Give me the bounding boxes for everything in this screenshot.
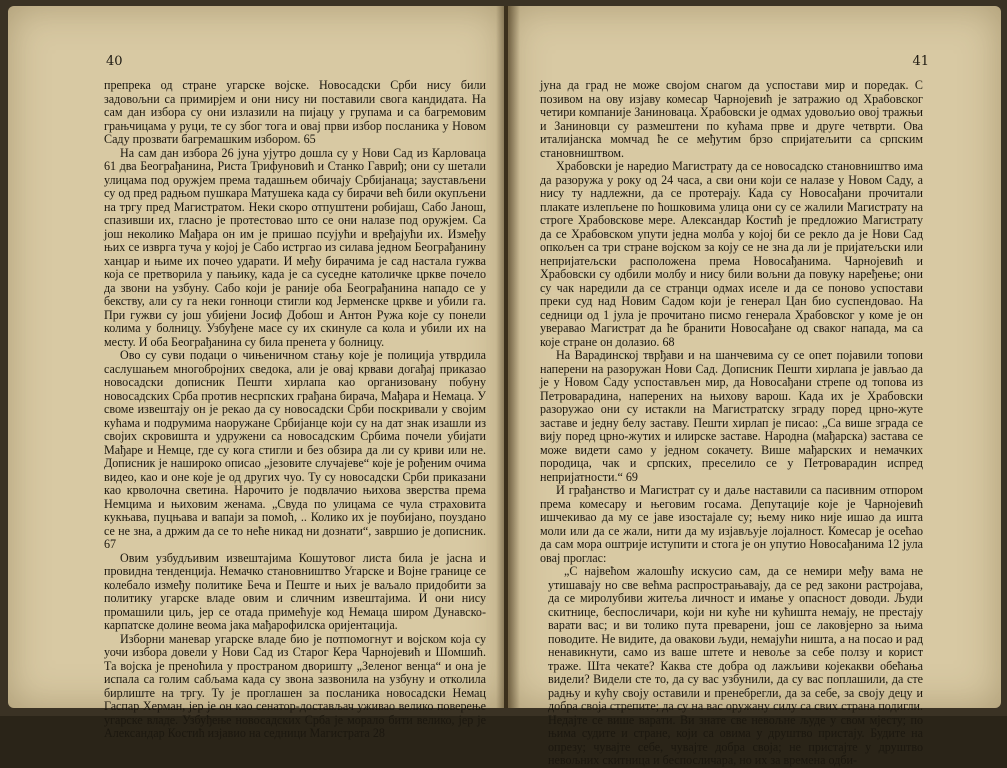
left-page-text <box>104 79 486 741</box>
paragraph: јуна да град не може својом снагом да успостави мир и поредак. С позивом на ову изјаву комесар Чарнојевић је затражио од Храбовског четири компаније Заниноваца. Храбовски је одмах удовољио овој тражњи и Заниновци су размештени по кућама прве и друге четврти. Ова италијанска момчад ће се међутим брзо спријатељити са српским становништвом. <box>540 78 923 160</box>
paragraph: Храбовски је наредио Магистрату да се новосадско становништво има да разоружа у року од 24 часа, а сви они који се налазе у Новом Саду, а нису ту надлежни, да се протерају. Када су Новосађани прочитали плакате излепљене по ћошковима улица они су се жалили Магистрату на строге Храбовскове мере. Александар Костић је предложио Магистрату да се Храбовском упути једна молба у којој би се рекло да је Нови Сад опкољен са три стране војском за коју се не зна да ли је пријатељски или непријатељски расположена према Новосађанима. Чарнојевић и Храбовски су одбили молбу и нису били вољни да повуку наређење; они су чак наредили да се странци одмах иселе и да се поново успостави преки суд над Новим Садом који је генерал Цан био суспендовао. На седници од 1 јула је прочитано писмо генерала Храбовског у коме је он уверавао Магистрат да ће бранити Новосађане од сваког напада, ма са које стране он долазио. 68 <box>540 159 923 349</box>
paragraph: На сам дан избора 26 јуна ујутро дошла су у Нови Сад из Карловаца 61 два Београђанина, Риста Трифуновић и Станко Гавриђ; они су шетали улицама под оружјем према тадашњем обичају Србијанаца; заустављени су од пред радњом пушкара Матушека када су бирачи већ били окупљени на тргу пред Магистратом. Неки скоро отпуштени робијаш, Сабо Јанош, спазивши их, гласно је протестовао што се они налазе под оружјем. Са још неколико Мађара он им је пришао псујући и вређајући их. Између њих се изврга туча у којој је Сабо истргао из силава једном Београђанину ханџар и њиме их почео ударати. И међу бирачима је сад настала гужва која се претворила у пањику, када је са суседне католичке цркве почело да звони на узбуну. Сабо који је раније оба Београђанина нападо се у бекству, али су га неки гонноци стигли код Јерменске цркве и убили га. При гужви су још убијени Јосиф Добош и Антон Ружа које су понели колима у болницу. Узбуђене масе су их скинуле са кола и убили их на месту. И оба Београђанина су била пренета у болницу. <box>104 145 486 349</box>
book-gutter <box>496 6 520 708</box>
left-page <box>8 6 504 740</box>
quoted-proclamation: „С највећом жалошћу искусио сам, да се немири међу вама не утишавају но све већма распрострањавају, да се ред закони растројава, да се миролубиви житеља личност и имање у опасност доводи. Људи скитнице, беспосличари, који ни куће ни кућишта немају, не престају варати вас; и ви толико пута преварени, још се лаковјерно за њима поводите. Не видите, да овакови људи, немајући ништа, а на посао и рад ненавикнути, само из ваше штете и невоље за себе ползу и корист траже. Шта чекате? Каква сте добра од лажљиви којекакви обећања видели? Видели сте то, да су вас узбунили, да су вас поплашили, да сте радњу и кућу своју оставили и пренебрегли, да за себе, за своју децу и добра своја стрепите; да су на вас оружану силу са свих страна подигли. Недајте се више варати. Ви знате све невољне људе у свом мјесту; по њима судите и стране, који са овима у друштво пристају. Будите на опрезу; чувајте себе, чувајте добра своја; не пристајте у друштво невољних скитница и беспосличара, но их за времена одби- <box>548 564 923 767</box>
page-number-right: 41 <box>912 54 929 69</box>
right-page <box>508 6 1001 767</box>
paragraph: препрека од стране угарске војске. Новосадски Срби нису били задовољни са примирјем и они нису ни поставили свога кандидата. На сам дан избора су они излазили на пијацу у групама и са багремовим грањчицама у руци, те су због тога и овај први избор посланика у Новом Саду прозвати багремашким избором. 65 <box>104 78 486 146</box>
page-number-left: 40 <box>106 54 123 69</box>
right-page-text <box>540 79 923 768</box>
paragraph: На Варадинској тврђави и на шанчевима су се опет појавили топови наперени на разоружан Нови Сад. Дописник Пешти хирлапа је јављао да је у Новом Саду успостављен мир, да Новосађани стрепе од топова из Петроварадина, наперених на њихову варош. Када их је Храбовски разоружао они су истакли на Магистратску зграду поред црно-жуте заставе и једну белу заставу. Пешти хирлап је писао: „Са више зграда се вију поред црно-жутих и илирске заставе. Народна (мађарска) застава се може видети само у једном сокачету. Више мађарских и немачких породица, чак и српских, преселило се у Петроварадин испред непријатности.“ 69 <box>540 348 923 484</box>
paragraph: Изборни маневар угарске владе био је потпомогнут и војском која су уочи избора довели у Нови Сад из Старог Кера Чарнојевић и Шомшић. Та војска је пренoћила у пространом дворишту „Зеленог венца“ и она је испала са голим сабљама када су звона зазвонила на узбуну и отколила бирлиште на тргу. Ту је проглашен за посланика новосадски Немац Гаспар Херман, јер је он као сенатор-достављач уживао велико поверење угарске владе. Узбуђење новосадских Срба је морало бити велико, јер је Александар Костић изјавио на седници Магистрата 28 <box>104 631 486 740</box>
paragraph: Овим узбудљивим извештајима Кошутовог листа била је јасна и провидна тенденција. Немачко становништво Угарске и Војне границе се колебало између политике Беча и Пеште и њих је ваљало придобити за политику угарске владе овим и сличним извештајима. И они нису промашили циљ, јер се отада примећује код Немаца широм Дунавско-карпатске долине веома јака мађарофилска оријентација. <box>104 550 486 632</box>
paragraph: И грађанство и Магистрат су и даље наставили са пасивним отпором према комесару и његовим госама. Депутације које је Чарнојевић ишчекивао да му се јаве изостајале су; њему нико није ишао да ишта моли или да се жали, нити да му изјављује лојалност. Комесар је осећао да сам мора оштрије иступити и стога је он упутио Новосађанима 12 јула овај проглас: <box>540 483 923 565</box>
paragraph: Ово су суви подаци о чињеничном стању које је полиција утврдила саслушањем многобројних сведока, али је овај крвави догађај приказао новосадски дописник Пешти хирлапа као организовану побуну новосадских Срба против несрпских грађана бирача, Мађара и Немаца. У своме извештају он је рекао да су новосадски Срби поскривали у својим кућама и подрумима наоружане Србијанце који су на дат знак изашли из својих скровишта и удружени са новосадским Србима почели убијати Мађаре и Немце, где су кога стигли и без обзира да ли су криви или не. Дописник је нашироко описао „језовите случајеве“ које је рођеним очима видео, као и оне које је од других чуо. Ту су новосадски Срби приказани као крволочна светина. Нарочито је подвлачио њихова зверства према Немцима и њиховим женама. „Свуда по улицама се чула страховита кукњава, пуцњава и вапаји за помоћ, .. Колико их је поубијано, поуздано се не зна, а држим да се то неће никад ни дознати“, завршио је дописник. 67 <box>104 348 486 551</box>
